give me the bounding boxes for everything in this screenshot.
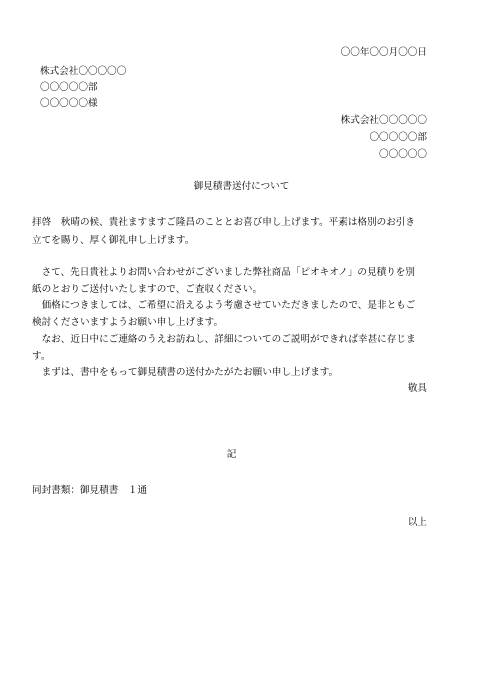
letter-subject: 御見積書送付について [193,181,290,192]
recipient-person: 〇〇〇〇〇様 [40,98,98,109]
recipient-company: 株式会社〇〇〇〇〇 [40,66,127,77]
body-line: 紙のとおりご送付いたしますので、ご査収ください。 [32,284,263,295]
body-line: なお、近日中にご連絡のうえお訪ねし、詳細についてのご説明ができれば幸甚に存じま [32,334,416,345]
letter-date: 〇〇年〇〇月〇〇日 [340,47,427,58]
closing-ijo: 以上 [407,517,427,528]
enclosure-line: 同封書類：御見積書 １通 [32,485,148,496]
body-line: まずは、書中をもって御見積書の送付かたがたお願い申し上げます。 [32,367,339,378]
closing-keigu: 敬具 [407,383,427,394]
body-line: 検討くださいますようお願い申し上げます。 [32,317,224,328]
sender-company: 株式会社〇〇〇〇〇 [340,115,427,126]
body-line: 立てを賜り、厚く御礼申し上げます。 [32,235,195,246]
sender-person: 〇〇〇〇〇 [379,149,427,160]
body-line: 価格につきましては、ご希望に沿えるよう考慮させていただきましたので、是非ともご [32,300,416,311]
body-line: 拝啓 秋晴の候、貴社ますますご隆昌のこととお喜び申し上げます。平素は格別のお引き [32,217,415,228]
ki-heading: 記 [226,449,237,460]
body-line: す。 [32,351,51,362]
sender-department: 〇〇〇〇〇部 [369,132,427,143]
recipient-department: 〇〇〇〇〇部 [40,82,98,93]
body-line: さて、先日貴社よりお問い合わせがございました弊社商品「ピオキオノ」の見積りを別 [32,267,415,278]
